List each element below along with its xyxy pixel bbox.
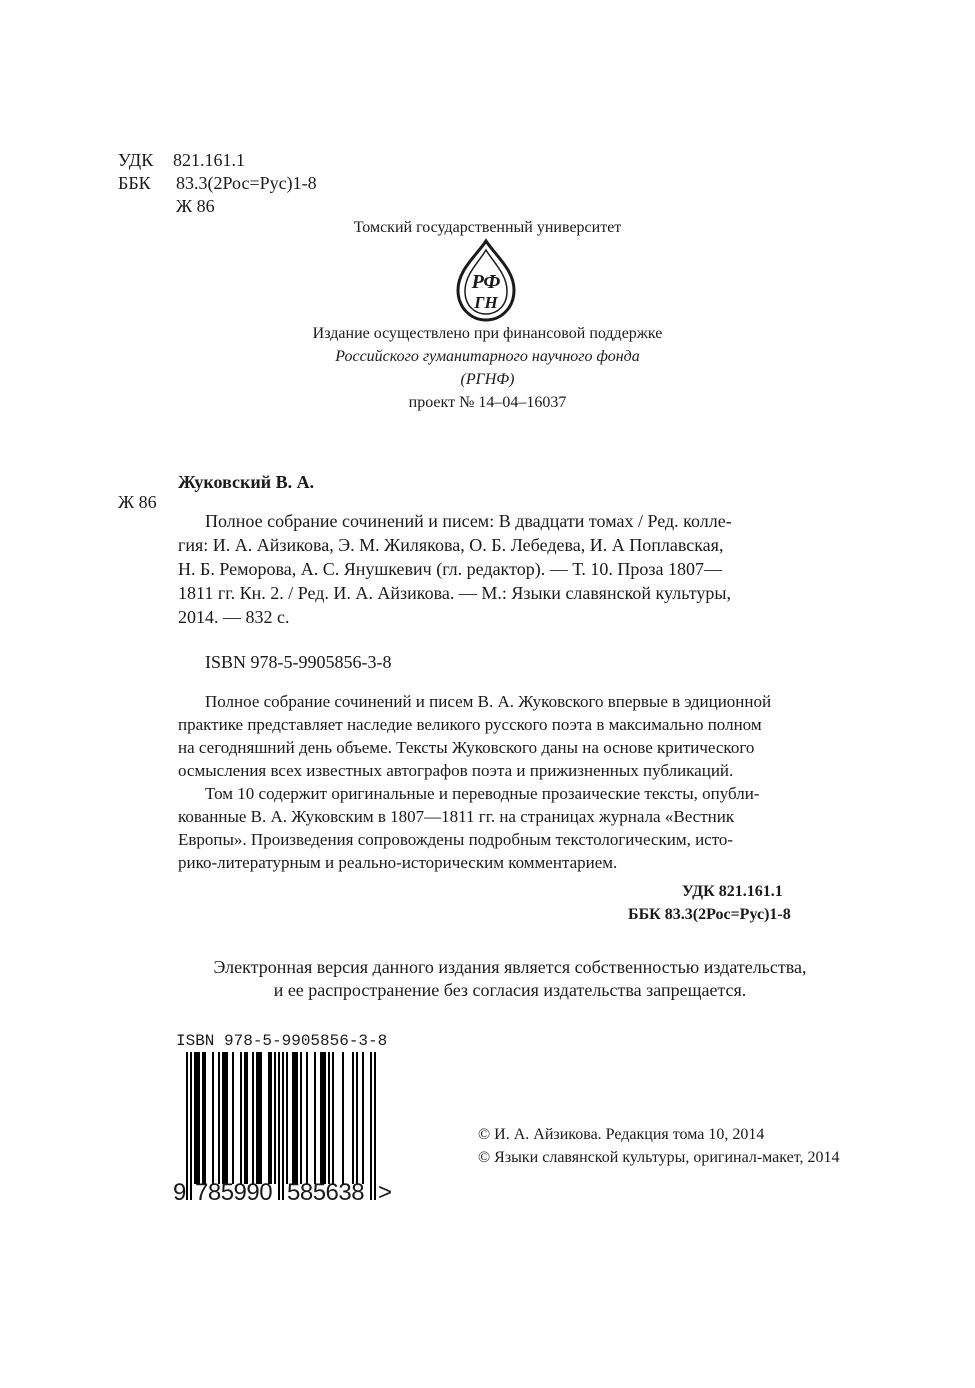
- university-name: Томский государственный университет: [353, 219, 622, 236]
- entry-isbn: ISBN 978-5-9905856-3-8: [205, 652, 392, 672]
- barcode-bar: [306, 1052, 308, 1184]
- barcode-bar: [252, 1052, 254, 1184]
- barcode-bar: [212, 1052, 214, 1184]
- annotation-line: Полное собрание сочинений и писем В. А. Жуковского впервые в эдиционной: [205, 692, 772, 711]
- electronic-notice-line1: Электронная версия данного издания является собственностью издательства,: [213, 957, 807, 977]
- annotation-line: на сегодняшний день объеме. Тексты Жуковского даны на основе критического: [178, 738, 755, 757]
- fund-abbr: (РГНФ): [460, 371, 515, 388]
- svg-text:РФ: РФ: [471, 271, 501, 293]
- barcode-bar: [328, 1052, 330, 1184]
- fund-name: Российского гуманитарного научного фонда: [335, 348, 640, 365]
- barcode-bar: [186, 1052, 188, 1200]
- annotation-line: осмысления всех известных автографов поэта и прижизненных публикаций.: [178, 761, 734, 780]
- barcode-bar: [232, 1052, 234, 1184]
- description-line: гия: И. А. Айзикова, Э. М. Жилякова, О. Б. Лебедева, И. А Поплавская,: [178, 535, 724, 555]
- udk-value: 821.161.1: [173, 150, 245, 170]
- barcode-bar: [256, 1052, 262, 1184]
- barcode-bar: [218, 1052, 220, 1184]
- udk-label: УДК: [118, 150, 154, 170]
- rgnf-logo: [452, 238, 520, 324]
- entry-description: [178, 509, 818, 629]
- barcode-bar: [314, 1052, 316, 1184]
- barcode-bar: [352, 1052, 354, 1184]
- barcode-bar: [244, 1052, 248, 1184]
- barcode-bar: [274, 1052, 276, 1184]
- copyright-line1: © И. А. Айзикова. Редакция тома 10, 2014: [478, 1126, 765, 1143]
- barcode-bar: [278, 1052, 280, 1200]
- annotation-line: кованные В. А. Жуковским в 1807—1811 гг. на страницах журнала «Вестник: [178, 807, 735, 826]
- description-line: 2014. — 832 с.: [178, 607, 290, 627]
- barcode-isbn-text: ISBN 978-5-9905856-3-8: [176, 1032, 388, 1050]
- barcode-bar: [240, 1052, 242, 1184]
- description-line: 1811 гг. Кн. 2. / Ред. И. А. Айзикова. — М.: Языки славянской культуры,: [178, 583, 731, 603]
- barcode-bar: [332, 1052, 334, 1184]
- annotation: [178, 690, 823, 874]
- author-mark-header: Ж 86: [176, 196, 215, 216]
- electronic-notice-line2: и ее распространение без согласия издательства запрещается.: [273, 980, 747, 1000]
- footer-bbk: ББК 83.3(2Рос=Рус)1-8: [628, 906, 791, 923]
- barcode-bar: [342, 1052, 344, 1184]
- barcode-bar: [300, 1052, 302, 1184]
- barcode-bar: [222, 1052, 228, 1184]
- barcode-bar: [320, 1052, 326, 1184]
- barcode-bar: [370, 1052, 372, 1200]
- svg-text:ГН: ГН: [474, 293, 498, 312]
- barcode-right-digits: 585638: [287, 1179, 365, 1206]
- barcode-bar: [282, 1052, 284, 1200]
- author-mark-entry: Ж 86: [118, 492, 157, 512]
- bbk-label: ББК: [118, 173, 151, 193]
- bbk-value: 83.3(2Рос=Рус)1-8: [176, 173, 317, 193]
- annotation-line: Том 10 содержит оригинальные и переводные прозаические тексты, опубли-: [205, 784, 760, 803]
- barcode-bar: [286, 1052, 288, 1184]
- annotation-line: Европы». Произведения сопровождены подробным текстологическим, исто-: [178, 830, 734, 849]
- barcode-bar: [292, 1052, 298, 1184]
- copyright-line2: © Языки славянской культуры, оригинал-макет, 2014: [478, 1149, 840, 1166]
- barcode-first-digit: 9: [173, 1179, 187, 1206]
- description-line: Полное собрание сочинений и писем: В двадцати томах / Ред. колле-: [205, 511, 732, 531]
- barcode-left-digits: 785990: [195, 1179, 273, 1206]
- barcode-bar: [374, 1052, 376, 1200]
- project-number: проект № 14–04–16037: [408, 394, 567, 411]
- barcode-bar: [202, 1052, 206, 1184]
- barcode-bar: [362, 1052, 364, 1184]
- annotation-line: практике представляет наследие великого русского поэта в максимально полном: [178, 715, 762, 734]
- barcode-bar: [268, 1052, 272, 1184]
- barcode-bar: [190, 1052, 192, 1200]
- barcode-bar: [194, 1052, 200, 1184]
- support-line: Издание осуществлено при финансовой поддержке: [312, 325, 663, 342]
- entry-author: Жуковский В. А.: [178, 472, 315, 492]
- description-line: Н. Б. Реморова, А. С. Янушкевич (гл. редактор). — Т. 10. Проза 1807—: [178, 559, 722, 579]
- annotation-line: рико-литературным и реально-историческим комментарием.: [178, 853, 618, 872]
- footer-udk: УДК 821.161.1: [682, 883, 783, 900]
- barcode-marker: >: [378, 1179, 393, 1206]
- barcode-bar: [356, 1052, 358, 1184]
